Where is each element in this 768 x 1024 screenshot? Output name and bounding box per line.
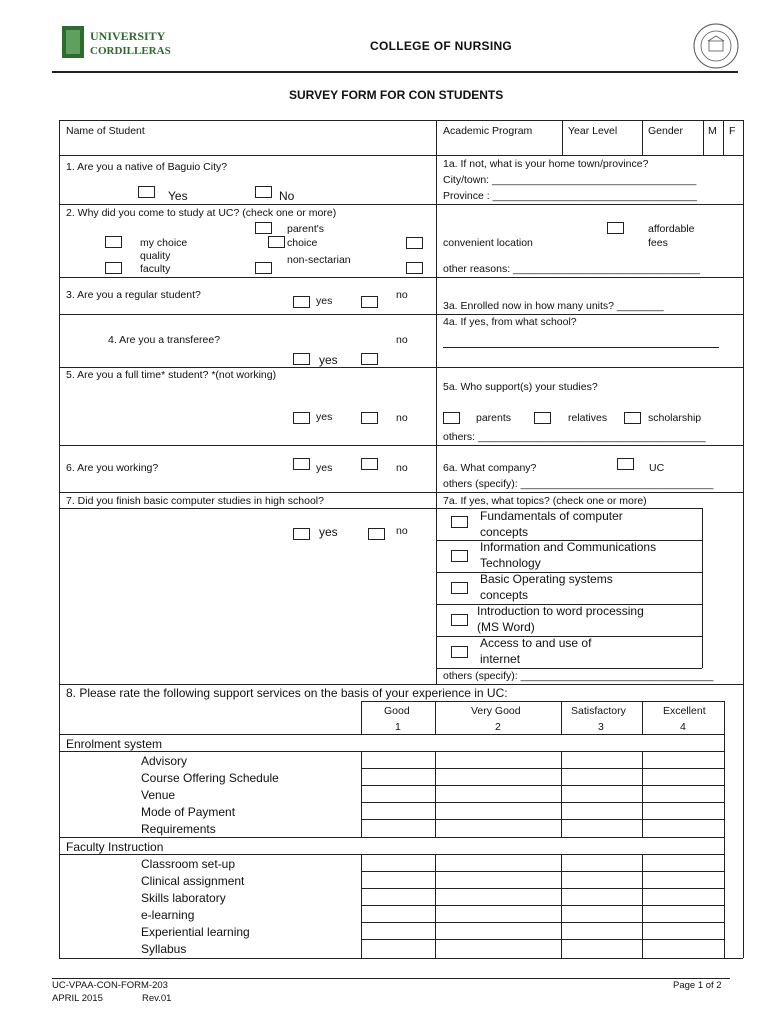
rating-excellent-num: 4 bbox=[680, 721, 686, 733]
q5-question: 5. Are you a full time* student? *(not working) bbox=[66, 369, 277, 381]
q4-yes-label: yes bbox=[319, 353, 338, 367]
q4-question: 4. Are you a transferee? bbox=[108, 334, 221, 346]
q2-parents-choice-label-1: parent's bbox=[287, 223, 325, 235]
q1-no-checkbox[interactable] bbox=[255, 186, 272, 198]
q2-my-choice-label: my choice bbox=[140, 237, 188, 249]
q3a-units-field[interactable]: 3a. Enrolled now in how many units? ________ bbox=[443, 300, 664, 312]
rating-item-label: Experiential learning bbox=[141, 925, 250, 939]
q7a-topic-label: Access to and use of bbox=[480, 636, 592, 650]
rating-item-label: Venue bbox=[141, 788, 176, 802]
name-of-student-label: Name of Student bbox=[66, 125, 145, 137]
q2-convenient-label: convenient location bbox=[443, 237, 533, 249]
q4-yes-checkbox[interactable] bbox=[293, 353, 310, 365]
q2-other-checkbox[interactable] bbox=[406, 262, 423, 274]
q5a-question: 5a. Who support(s) your studies? bbox=[443, 381, 598, 393]
q5a-scholarship-label: scholarship bbox=[648, 412, 702, 424]
q7-question: 7. Did you finish basic computer studies in high school? bbox=[66, 495, 324, 507]
q7a-topic-checkbox[interactable] bbox=[451, 582, 468, 594]
rating-item-label: Skills laboratory bbox=[141, 891, 226, 905]
form-date: APRIL 2015 bbox=[52, 993, 103, 1004]
rating-item-label: Classroom set-up bbox=[141, 857, 236, 871]
q1-yes-checkbox[interactable] bbox=[138, 186, 155, 198]
q5a-parents-checkbox[interactable] bbox=[443, 412, 460, 424]
form-revision: Rev.01 bbox=[142, 993, 172, 1004]
q2-parents-choice-checkbox[interactable] bbox=[268, 236, 285, 248]
q6-no-checkbox[interactable] bbox=[361, 458, 378, 470]
rating-satisfactory-label: Satisfactory bbox=[571, 705, 626, 717]
q6a-others-field[interactable]: others (specify): _________________________________ bbox=[443, 478, 714, 490]
q2-parents-choice-checkbox-top[interactable] bbox=[255, 222, 272, 234]
q4-no-checkbox[interactable] bbox=[361, 353, 378, 365]
rating-satisfactory-num: 3 bbox=[598, 721, 604, 733]
q2-other-field[interactable]: other reasons: ________________________________ bbox=[443, 263, 700, 275]
rating-item-label: Syllabus bbox=[141, 942, 187, 956]
academic-program-label: Academic Program bbox=[443, 125, 533, 137]
q7a-topic-label: concepts bbox=[480, 525, 529, 539]
rating-excellent-label: Excellent bbox=[663, 705, 706, 717]
q7-yes-label: yes bbox=[319, 525, 338, 539]
q2-quality-checkbox[interactable] bbox=[105, 262, 122, 274]
logo-text-1: UNIVERSITY bbox=[90, 29, 166, 43]
q2-nonsectarian-checkbox[interactable] bbox=[255, 262, 272, 274]
q1-yes-label: Yes bbox=[168, 189, 188, 203]
rating-item-label: Course Offering Schedule bbox=[141, 771, 279, 785]
form-title: SURVEY FORM FOR CON STUDENTS bbox=[289, 88, 504, 102]
form-code: UC-VPAA-CON-FORM-203 bbox=[52, 980, 168, 991]
gender-label: Gender bbox=[648, 125, 684, 137]
q3-yes-label: yes bbox=[316, 295, 333, 307]
q1a-province-field[interactable]: Province : ___________________________________ bbox=[443, 190, 697, 202]
rating-good-label: Good bbox=[384, 705, 410, 717]
q2-quality-label-1: quality bbox=[140, 250, 171, 262]
gender-f-label: F bbox=[729, 125, 736, 137]
year-level-label: Year Level bbox=[568, 125, 618, 137]
q2-quality-label-2: faculty bbox=[140, 263, 171, 275]
q3-no-label: no bbox=[396, 289, 408, 301]
rating-verygood-num: 2 bbox=[495, 721, 501, 733]
rating-item-label: e-learning bbox=[141, 908, 195, 922]
q7a-topic-checkbox[interactable] bbox=[451, 614, 468, 626]
q7a-topic-label: Technology bbox=[480, 556, 541, 570]
q8-question: 8. Please rate the following support services on the basis of your experience in UC: bbox=[66, 686, 508, 700]
q7a-topic-label: internet bbox=[480, 652, 521, 666]
q3-question: 3. Are you a regular student? bbox=[66, 289, 201, 301]
q1-no-label: No bbox=[279, 189, 295, 203]
q2-nonsectarian-label: non-sectarian bbox=[287, 254, 351, 266]
q4a-question: 4a. If yes, from what school? bbox=[443, 316, 577, 328]
page-number: Page 1 of 2 bbox=[673, 980, 722, 991]
q5-no-label: no bbox=[396, 412, 408, 424]
q5a-parents-label: parents bbox=[476, 412, 512, 424]
q5-yes-checkbox[interactable] bbox=[293, 412, 310, 424]
q7a-others-field[interactable]: others (specify): _________________________________ bbox=[443, 670, 714, 682]
q6a-uc-label: UC bbox=[649, 462, 665, 474]
group-enrolment-label: Enrolment system bbox=[66, 737, 163, 751]
rating-item-label: Advisory bbox=[141, 754, 188, 768]
q2-affordable-checkbox[interactable] bbox=[607, 222, 624, 234]
q7-no-checkbox[interactable] bbox=[368, 528, 385, 540]
q5a-relatives-checkbox[interactable] bbox=[534, 412, 551, 424]
rating-good-num: 1 bbox=[395, 721, 401, 733]
q4-no-label: no bbox=[396, 334, 408, 346]
q5-yes-label: yes bbox=[316, 411, 333, 423]
q7a-topic-checkbox[interactable] bbox=[451, 516, 468, 528]
q7a-topic-label: Information and Communications bbox=[480, 540, 657, 554]
q7a-topic-label: (MS Word) bbox=[477, 620, 535, 634]
q7a-question: 7a. If yes, what topics? (check one or more) bbox=[443, 495, 647, 507]
q7a-topic-checkbox[interactable] bbox=[451, 550, 468, 562]
q7a-topic-label: Introduction to word processing bbox=[477, 604, 644, 618]
q6-yes-checkbox[interactable] bbox=[293, 458, 310, 470]
q5a-relatives-label: relatives bbox=[568, 412, 608, 424]
q5a-scholarship-checkbox[interactable] bbox=[624, 412, 641, 424]
q6a-uc-checkbox[interactable] bbox=[617, 458, 634, 470]
rating-item-label: Clinical assignment bbox=[141, 874, 245, 888]
q6-question: 6. Are you working? bbox=[66, 462, 159, 474]
q3-yes-checkbox[interactable] bbox=[293, 296, 310, 308]
q6a-question: 6a. What company? bbox=[443, 462, 537, 474]
q1a-city-field[interactable]: City/town: ___________________________________ bbox=[443, 174, 697, 186]
q7-no-label: no bbox=[396, 525, 408, 537]
group-faculty-label: Faculty Instruction bbox=[66, 840, 164, 854]
q4a-school-line-2[interactable] bbox=[443, 367, 551, 368]
q7a-topic-checkbox[interactable] bbox=[451, 646, 468, 658]
college-title: COLLEGE OF NURSING bbox=[370, 39, 513, 53]
q4a-school-line-1[interactable] bbox=[443, 347, 719, 348]
q5a-others-field[interactable]: others: _______________________________________ bbox=[443, 431, 706, 443]
q2-affordable-label-1: affordable bbox=[648, 223, 695, 235]
q5-no-checkbox[interactable] bbox=[361, 412, 378, 424]
q7a-topic-label: concepts bbox=[480, 588, 529, 602]
q6-yes-label: yes bbox=[316, 462, 333, 474]
q1-question: 1. Are you a native of Baguio City? bbox=[66, 161, 228, 173]
q1a-question: 1a. If not, what is your home town/province? bbox=[443, 158, 649, 170]
q7a-topic-label: Basic Operating systems bbox=[480, 572, 613, 586]
q3-no-checkbox[interactable] bbox=[361, 296, 378, 308]
rating-item-label: Requirements bbox=[141, 822, 216, 836]
rating-item-label: Mode of Payment bbox=[141, 805, 236, 819]
q7-yes-checkbox[interactable] bbox=[293, 528, 310, 540]
university-logo bbox=[60, 25, 195, 59]
q7a-topic-label: Fundamentals of computer bbox=[480, 509, 623, 523]
logo-text-2: CORDILLERAS bbox=[90, 45, 171, 57]
rating-verygood-label: Very Good bbox=[471, 705, 521, 717]
q6-no-label: no bbox=[396, 462, 408, 474]
gender-m-label: M bbox=[708, 125, 717, 137]
q2-affordable-label-2: fees bbox=[648, 237, 668, 249]
q2-convenient-checkbox[interactable] bbox=[406, 237, 423, 249]
q2-question: 2. Why did you come to study at UC? (check one or more) bbox=[66, 207, 337, 219]
q2-parents-choice-label-2: choice bbox=[287, 237, 318, 249]
university-seal bbox=[692, 22, 740, 70]
header-rule bbox=[52, 71, 738, 73]
q2-my-choice-checkbox[interactable] bbox=[105, 236, 122, 248]
